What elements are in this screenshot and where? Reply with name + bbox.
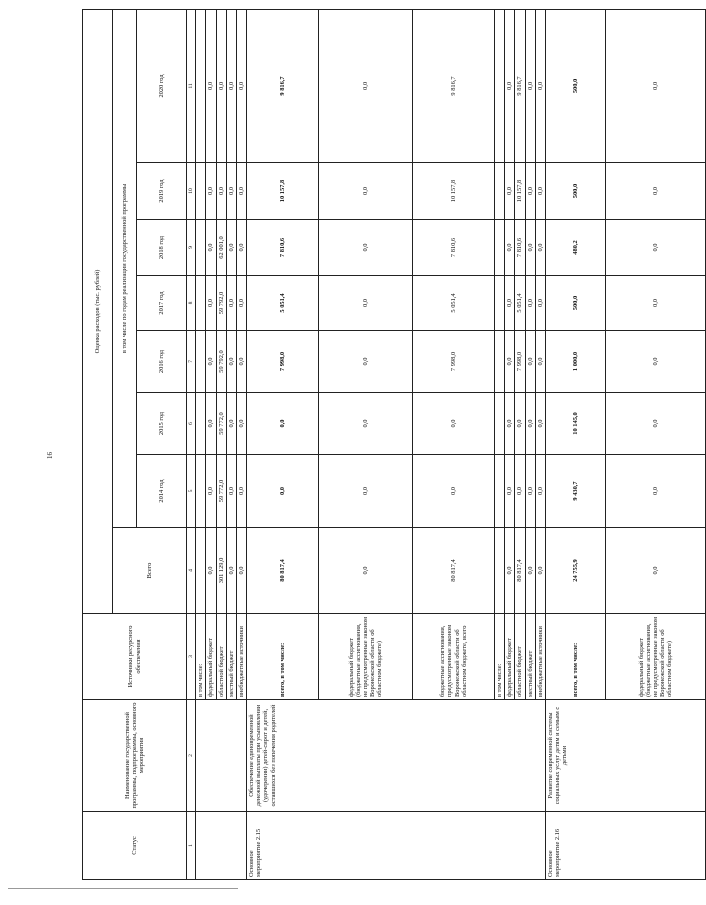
- value-cell: 0,0: [206, 331, 216, 393]
- value-cell: 0,0: [413, 455, 495, 528]
- value-cell: 500,0: [545, 276, 605, 331]
- value-cell: 0,0: [525, 331, 535, 393]
- value-cell: [495, 163, 505, 220]
- source-label: федеральный бюджет (бюджетные ассигнования, не предусмотренные законом Воронежской области об областном бюджете): [319, 614, 413, 700]
- source-label: в том числе:: [196, 614, 206, 700]
- value-cell: 0,0: [605, 331, 705, 393]
- value-cell: 0,0: [525, 276, 535, 331]
- value-cell: 5 051,4: [515, 276, 525, 331]
- value-cell: 500,0: [545, 163, 605, 220]
- value-cell: 0,0: [206, 393, 216, 455]
- value-cell: 0,0: [319, 331, 413, 393]
- value-cell: 0,0: [216, 163, 226, 220]
- value-cell: [196, 455, 206, 528]
- value-cell: 0,0: [505, 220, 515, 276]
- value-cell: [495, 528, 505, 614]
- header-name: Наименование государственной программы, подпрограммы, основного мероприятия: [83, 700, 187, 812]
- row-status: [196, 812, 247, 880]
- column-number: 3: [187, 614, 196, 700]
- header-year: 2016 год: [137, 331, 187, 393]
- value-cell: 80 817,4: [413, 528, 495, 614]
- value-cell: 0,0: [226, 528, 236, 614]
- value-cell: [196, 393, 206, 455]
- source-label: всего, в том числе:: [247, 614, 319, 700]
- header-year: 2014 год: [137, 455, 187, 528]
- column-number: 2: [187, 700, 196, 812]
- column-number: 10: [187, 163, 196, 220]
- value-cell: [495, 393, 505, 455]
- value-cell: 0,0: [605, 9, 705, 162]
- column-number: 8: [187, 276, 196, 331]
- value-cell: 5 051,4: [413, 276, 495, 331]
- header-status: Статус: [83, 812, 187, 880]
- value-cell: 0,0: [535, 276, 545, 331]
- value-cell: 7 998,0: [247, 331, 319, 393]
- value-cell: 7 998,0: [413, 331, 495, 393]
- value-cell: 0,0: [605, 455, 705, 528]
- value-cell: 0,0: [247, 455, 319, 528]
- source-label: в том числе:: [495, 614, 505, 700]
- value-cell: 0,0: [226, 220, 236, 276]
- column-number: 6: [187, 393, 196, 455]
- value-cell: [495, 220, 505, 276]
- header-by-years: в том числе по годам реализации государственной программы: [113, 9, 137, 527]
- row-status: Основное мероприятие 2.16: [545, 812, 705, 880]
- value-cell: 0,0: [413, 393, 495, 455]
- value-cell: 0,0: [236, 276, 246, 331]
- source-label: федеральный бюджет: [206, 614, 216, 700]
- value-cell: 0,0: [535, 393, 545, 455]
- value-cell: 59 792,0: [216, 276, 226, 331]
- value-cell: 0,0: [605, 163, 705, 220]
- value-cell: 0,0: [505, 331, 515, 393]
- value-cell: 0,0: [206, 455, 216, 528]
- header-year: 2015 год: [137, 393, 187, 455]
- row-name: Развитие современной системы социальных услуг детям и семьям с детьми: [545, 700, 705, 812]
- value-cell: 0,0: [206, 528, 216, 614]
- expenses-table: [82, 9, 706, 880]
- source-label: внебюджетные источники: [535, 614, 545, 700]
- value-cell: 0,0: [319, 9, 413, 162]
- header-source: Источники ресурсного обеспечения: [83, 614, 187, 700]
- source-label: бюджетные ассигнования, предусмотренные законом Воронежской области об областном бюджете, всего: [413, 614, 495, 700]
- value-cell: 0,0: [605, 276, 705, 331]
- value-cell: 0,0: [319, 528, 413, 614]
- source-label: местный бюджет: [525, 614, 535, 700]
- value-cell: 0,0: [505, 276, 515, 331]
- value-cell: 7 998,0: [515, 331, 525, 393]
- source-label: федеральный бюджет: [505, 614, 515, 700]
- value-cell: 0,0: [236, 220, 246, 276]
- header-total: Всего: [113, 528, 187, 614]
- header-year: 2018 год: [137, 220, 187, 276]
- header-estimate: Оценка расходов (тыс. рублей): [83, 9, 113, 613]
- value-cell: 9 816,7: [413, 9, 495, 162]
- value-cell: 0,0: [505, 9, 515, 162]
- value-cell: 0,0: [535, 9, 545, 162]
- value-cell: 7 810,6: [247, 220, 319, 276]
- column-number: 7: [187, 331, 196, 393]
- value-cell: 0,0: [226, 163, 236, 220]
- header-year: 2020 год: [137, 9, 187, 162]
- value-cell: 0,0: [247, 393, 319, 455]
- value-cell: 0,0: [226, 331, 236, 393]
- value-cell: 0,0: [525, 455, 535, 528]
- value-cell: [196, 276, 206, 331]
- value-cell: 0,0: [505, 455, 515, 528]
- value-cell: 0,0: [226, 9, 236, 162]
- value-cell: 0,0: [236, 528, 246, 614]
- value-cell: 9 430,7: [545, 455, 605, 528]
- value-cell: 10 145,0: [545, 393, 605, 455]
- row-name: [196, 700, 247, 812]
- value-cell: 0,0: [525, 393, 535, 455]
- value-cell: 5 051,4: [247, 276, 319, 331]
- column-number: 1: [187, 812, 196, 880]
- value-cell: [495, 331, 505, 393]
- value-cell: 0,0: [319, 455, 413, 528]
- value-cell: 59 772,0: [216, 455, 226, 528]
- table-row: [545, 9, 605, 879]
- value-cell: 7 810,6: [413, 220, 495, 276]
- value-cell: 0,0: [535, 163, 545, 220]
- value-cell: [196, 220, 206, 276]
- table-row: [196, 9, 206, 879]
- value-cell: 480,2: [545, 220, 605, 276]
- value-cell: 0,0: [206, 163, 216, 220]
- value-cell: 80 817,4: [515, 528, 525, 614]
- value-cell: 0,0: [505, 393, 515, 455]
- value-cell: [495, 276, 505, 331]
- value-cell: [196, 331, 206, 393]
- value-cell: 0,0: [236, 163, 246, 220]
- value-cell: 9 816,7: [247, 9, 319, 162]
- value-cell: 500,0: [545, 9, 605, 162]
- value-cell: 80 817,4: [247, 528, 319, 614]
- value-cell: [196, 9, 206, 162]
- value-cell: 0,0: [515, 393, 525, 455]
- source-label: местный бюджет: [226, 614, 236, 700]
- rotated-page: [82, 10, 674, 880]
- source-label: областной бюджет: [216, 614, 226, 700]
- table-row: [247, 9, 319, 879]
- footer-rule: [8, 888, 238, 889]
- value-cell: 0,0: [525, 163, 535, 220]
- value-cell: 0,0: [319, 220, 413, 276]
- page-number: 16: [46, 452, 54, 459]
- column-number: 11: [187, 9, 196, 162]
- row-name: Обеспечение единовременной денежной выплаты при усыновлении (удочерении) детей-сирот и детей, оставшихся без попечения родителей: [247, 700, 546, 812]
- value-cell: 0,0: [525, 528, 535, 614]
- value-cell: 0,0: [319, 393, 413, 455]
- source-label: областной бюджет: [515, 614, 525, 700]
- value-cell: 0,0: [236, 9, 246, 162]
- value-cell: 0,0: [525, 9, 535, 162]
- value-cell: 0,0: [525, 220, 535, 276]
- value-cell: [196, 528, 206, 614]
- value-cell: 0,0: [319, 276, 413, 331]
- value-cell: 0,0: [605, 528, 705, 614]
- source-label: федеральный бюджет (бюджетные ассигнования, не предусмотренные законом Воронежской области об областном бюджете): [605, 614, 705, 700]
- value-cell: 0,0: [226, 455, 236, 528]
- value-cell: 62 001,0: [216, 220, 226, 276]
- value-cell: 24 755,9: [545, 528, 605, 614]
- value-cell: 1 000,0: [545, 331, 605, 393]
- value-cell: 0,0: [216, 9, 226, 162]
- source-label: внебюджетные источники: [236, 614, 246, 700]
- header-year: 2019 год: [137, 163, 187, 220]
- value-cell: 0,0: [226, 393, 236, 455]
- column-number: 5: [187, 455, 196, 528]
- source-label: всего, в том числе:: [545, 614, 605, 700]
- value-cell: 0,0: [535, 220, 545, 276]
- value-cell: 0,0: [236, 393, 246, 455]
- value-cell: 0,0: [605, 220, 705, 276]
- value-cell: 10 157,8: [515, 163, 525, 220]
- header-year: 2017 год: [137, 276, 187, 331]
- value-cell: 0,0: [226, 276, 236, 331]
- column-number: 9: [187, 220, 196, 276]
- value-cell: 0,0: [505, 528, 515, 614]
- value-cell: 0,0: [535, 455, 545, 528]
- value-cell: 0,0: [505, 163, 515, 220]
- value-cell: 0,0: [605, 393, 705, 455]
- value-cell: 0,0: [206, 276, 216, 331]
- value-cell: 0,0: [319, 163, 413, 220]
- value-cell: 59 772,0: [216, 393, 226, 455]
- value-cell: [196, 163, 206, 220]
- value-cell: 9 816,7: [515, 9, 525, 162]
- value-cell: 0,0: [515, 455, 525, 528]
- value-cell: 0,0: [535, 528, 545, 614]
- value-cell: 10 157,8: [247, 163, 319, 220]
- row-status: Основное мероприятие 2.15: [247, 812, 546, 880]
- value-cell: [495, 9, 505, 162]
- value-cell: 301 129,0: [216, 528, 226, 614]
- column-number: 4: [187, 528, 196, 614]
- value-cell: 0,0: [206, 9, 216, 162]
- value-cell: 0,0: [535, 331, 545, 393]
- value-cell: 0,0: [206, 220, 216, 276]
- value-cell: 10 157,8: [413, 163, 495, 220]
- value-cell: [495, 455, 505, 528]
- value-cell: 7 810,6: [515, 220, 525, 276]
- value-cell: 0,0: [236, 455, 246, 528]
- value-cell: 59 792,0: [216, 331, 226, 393]
- value-cell: 0,0: [236, 331, 246, 393]
